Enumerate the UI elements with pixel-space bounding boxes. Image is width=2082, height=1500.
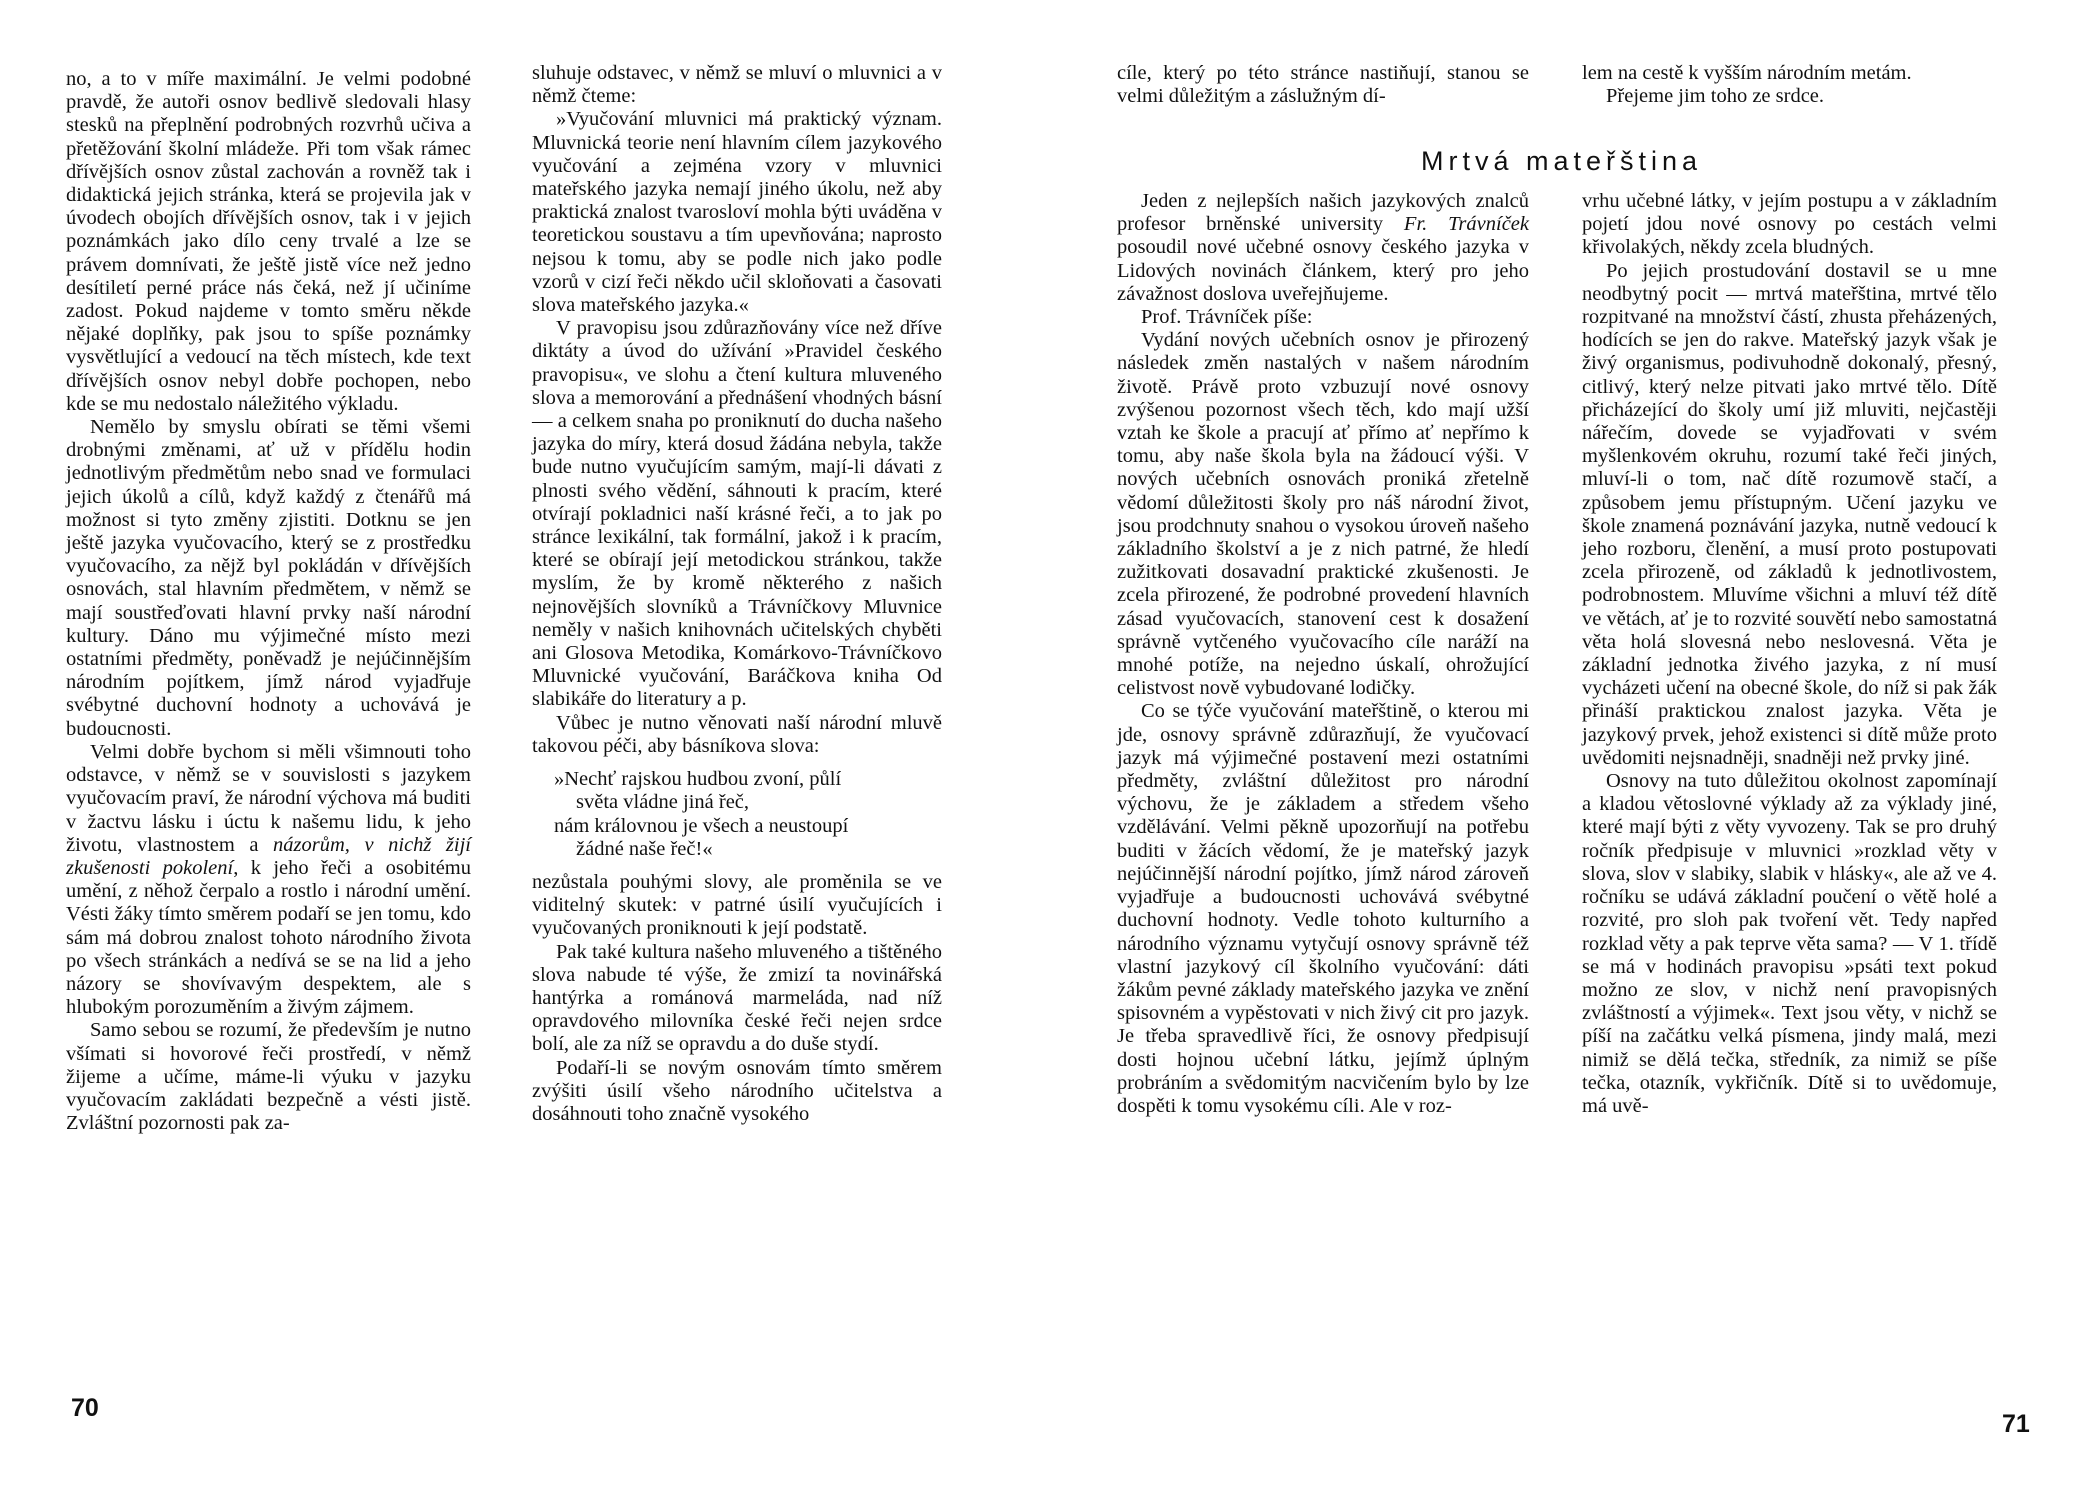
paragraph: Co se týče vyučování mateřštině, o kterou mi jde, osnovy správně zdůrazňují, že vyučovací jazyk má výjimečné postavení mezi ostatními předměty, zvláštní důležitost pro národní výchovu, že je základem a středem všeho vzdělávání. Velmi pěkně upozorňují na potřebu buditi v žácích vědomí, že je mateřský jazyk nejúčinnější národní pojítko, jímž národ zároveň vyjadřuje a budoucnosti uchovává svébytné duchovní hodnoty. Vedle tohoto kulturního a národního významu vytyčují osnovy správně též vlastní jazykový cíl školního vyučování: dáti žákům pevné základy mateřského jazyka ve znění spisovném a vypěstovati v nich živý cit pro jazyk. Je třeba spravedlivě říci, že osnovy předpisují dosti hojnou učební látku, jejímž úplným probráním a svědomitým nacvičením bylo by lze dospěti k tomu vysokému cíli. Ale v roz- [1117, 700, 1529, 1117]
paragraph: Přejeme jim toho ze srdce. [1606, 85, 1825, 108]
italic-phrase: názorům, v nichž žijí zkušenosti pokolení [66, 833, 472, 879]
paragraph: Nemělo by smyslu obírati se těmi všemi drobnými změnami, ať už v přídělu hodin jednotlivým předmětům nebo snad ve formulaci jejich úkolů a cílů, když každý z čtenářů má možnost si tyto změny zjistiti. Dotknu se jen ještě jazyka vyučovacího, který se z prostředku vyučovacího, za nějž byl pokládán v dřívějších osnovách, stal hlavním předmětem, v němž se mají soustřeďovati hlavní prvky naší národní kultury. Dáno mu výjimečné místo mezi ostatními předměty, poněvadž je nejúčinnějším národním pojítkem, jímž národ vyjadřuje svébytné duchovní hodnoty a uchovává je budoucnosti. [66, 416, 471, 740]
left-column-2 [532, 62, 942, 1126]
poem-line: »Nechť rajskou hudbou zvoní, půlí [554, 768, 842, 791]
left-page [0, 0, 1000, 1500]
article-heading: Mrtvá mateřština [1420, 146, 1703, 176]
paragraph: vrhu učebné látky, v jejím postupu a v základním pojetí jdou nové osnovy po cestách velmi křivolakých, někdy zcela bludných. [1582, 190, 1997, 259]
poem-line: žádné naše řeč!« [576, 837, 713, 860]
paragraph: lem na cestě k vyšším národním metám. [1582, 62, 1912, 84]
paragraph-text: , k jeho řeči a osobitému umění, z něhož čerpalo a rostlo i národní umění. Vésti žáky tímto směrem podaří se jen tomu, kdo sám má dobrou znalost tohoto národního života po všech stránkách a nedívá se se na lid a jeho názory se shovívavým despektem, ale s hlubokým porozuměním a živým zájmem. [66, 856, 471, 1019]
quoted-paragraph: »Vyučování mluvnici má praktický význam. Mluvnická teorie není hlavním cílem jazykového vyučování a zejména vzory v mluvnici mateřského jazyka nemají jiného úkolu, než aby praktická znalost tvarosloví mohla býti uváděna v teoretickou soustavu a tím upevňována; naprosto nejsou k tomu, aby se podle nich jako podle vzorů v cizí řeči někdo učil skloňovati a časovati slova mateřského jazyka.« [532, 108, 942, 317]
page-number: 70 [71, 1394, 99, 1422]
right-column-1-continuation [1117, 62, 1529, 108]
author-name: Fr. Trávníček [1403, 213, 1529, 236]
paragraph-text: posoudil nové učebné osnovy českého jazyka v Lidových novinách článkem, který pro jeho závažnost doslova uveřejňujeme. [1117, 236, 1529, 305]
paragraph: Samo sebou se rozumí, že především je nutno všímati si hovorové řeči prostředí, v němž žijeme a učíme, máme-li výuku v jazyku vyučovacím zakládati bezpečně a vésti jistě. Zvláštní pozornosti pak za- [66, 1019, 471, 1135]
poem-quote [554, 768, 942, 861]
poem-line: nám královnou je všech a neustoupí [554, 814, 849, 837]
right-column-1 [1117, 190, 1529, 1118]
poem-line: světa vládne jiná řeč, [576, 791, 750, 814]
right-column-2-continuation [1582, 62, 1997, 108]
paragraph-text: Velmi dobře bychom si měli všimnouti toho odstavce, v němž se v souvislosti s jazykem vyučovacím praví, že národní výchova má buditi v žactvu lásku i úctu k našemu lidu, k jeho životu, vlastnostem a [66, 740, 471, 856]
paragraph: nezůstala pouhými slovy, ale proměnila se ve viditelný skutek: v patrné úsilí vyučujících i vyučovaných proniknouti k její podstatě. [532, 870, 942, 940]
paragraph: Po jejich prostudování dostavil se u mne neodbytný pocit — mrtvá mateřština, mrtvé tělo rozpitvané na množství částí, zhusta přeházených, hodících se jen do rakve. Mateřský jazyk však je živý organismus, podivuhodně dokonalý, přesný, citlivý, který nelze pitvati jako mrtvé tělo. Dítě přicházející do školy umí již mluviti, nejčastěji nářečím, dovede se vyjadřovati v svém myšlenkovém okruhu, rozumí také řeči jiných, mluví-li o tom, nač dítě rozumově stačí, a způsobem jemu přístupným. Učení jazyku ve škole znamená poznávání jazyka, nutně vedoucí k jeho rozboru, členění, a musí proto postupovati zcela přirozeně, od základů k jednotlivostem, podrobnostem. Mluvíme všichni a mluví též dítě ve větách, ať je to rozvité souvětí nebo samostatná věta holá slovesná nebo neslovesná. Věta je základní jednotka živého jazyka, z ní musí vycházeti učení na obecné škole, do níž si pak žák přináší praktickou znalost jazyka. Věta je jazykový prvek, jehož existenci si dítě může proto uvědomiti nejsnadněji, snadněji než prvky jiné. [1582, 259, 1997, 769]
paragraph: no, a to v míře maximální. Je velmi podobné pravdě, že autoři osnov bedlivě sledovali hlasy stesků na přeplnění podrobných rozvrhů učiva a přetěžování školní mládeže. Při tom však rámec dřívějších osnov zůstal zachován a rovněž tak i didaktická jejich stránka, která se projevila jak v úvodech obojích dřívějších osnov, tak i v jejich poznámkách jako dílo ceny trvalé a lze se právem domnívati, že ještě jistě více než jedno desítiletí perné práce nás čeká, než jí učiníme zadost. Pokud najdeme v tomto směru někde nějaké doplňky, pak jsou to spíše poznámky vysvětlující a vedoucí na těch místech, kde text dřívějších osnov nebyl dobře pochopen, nebo kde se mu nedostalo náležitého výkladu. [66, 68, 471, 415]
paragraph: Vydání nových učebních osnov je přirozený následek změn nastalých v našem národním životě. Právě proto vzbuzují nové osnovy zvýšenou pozornost všech těch, kdo mají užší vztah ke škole a pracují ať přímo ať nepřímo k tomu, aby naše škola byla na žádoucí výši. V nových učebních osnovách proniká zřetelně vědomí důležitosti školy pro náš národní život, jsou prodchnuty snahou o vysokou úroveň našeho základního školství a je z nich patrné, že hledí zužitkovati dosavadní praktické zkušenosti. Je zcela přirozené, že podrobné provedení hlavních zásad vyučovacích, stanovení cest k dosažení správně vytčeného vyučovacího cíle naráží na mnohé potíže, na nejedno úskalí, ohrožující celistvost nově vybudované lodičky. [1117, 329, 1529, 700]
left-column-1 [66, 68, 471, 1135]
paragraph: Osnovy na tuto důležitou okolnost zapomínají a kladou větoslovné výklady až za výklady jiné, které mají býti z věty vyvozeny. Tak se pro druhý ročník předpisuje v mluvnici »rozklad věty v slova, slov v slabiky, slabik v hlásky«, ale až ve 4. ročníku se udává základní poučení o větě holé a rozvité, pro sloh pak tvoření vět. Tedy napřed rozklad věty a pak teprve věta sama? — V 1. třídě se má v hodinách pravopisu »psáti text pokud možno ze slov, v nichž není pravopisných zvláštností a výjimek«. Text jsou věty, v nichž se píší na začátku velká písmena, jindy malá, mezi nimiž se dělá tečka, středník, za nimiž se píše tečka, otazník, vykřičník. Dítě si to uvědomuje, má uvě- [1582, 770, 1997, 1117]
right-column-2 [1582, 190, 1997, 1118]
paragraph: V pravopisu jsou zdůrazňovány více než dříve diktáty a úvod do užívání »Pravidel českého pravopisu«, ve slohu a čtení kultura mluveného slova a memorování a přednášení vhodných básní — a celkem snaha po proniknutí do ducha našeho jazyka do míry, která dosud žádána nebyla, takže bude nutno vyučujícím samým, mají-li dávati z plnosti svého vědění, sáhnouti k pracím, které otvírají pokladnici naší krásné řeči, a to jak po stránce lexikální, tak formální, jakož i k pracím, které se obírají její metodickou stránkou, takže myslím, že by kromě některého z našich nejnovějších slovníků a Trávníčkovy Mluvnice neměly v našich knihovnách učitelských chyběti ani Glosova Metodika, Komárkovo-Trávníčkovo Mluvnické vyučování, Baráčkova kniha Od slabikáře do literatury a p. [532, 317, 942, 711]
paragraph [66, 741, 471, 1019]
paragraph: Pak také kultura našeho mluveného a tištěného slova nabude té výše, že zmizí ta novinářská hantýrka a románová marmeláda, nad níž opravdového milovníka české řeči nejen srdce bolí, ale za níž se opravdu a do duše stydí. [532, 940, 942, 1056]
right-page [1041, 0, 2082, 1500]
paragraph [1117, 190, 1529, 306]
paragraph: Vůbec je nutno věnovati naší národní mluvě takovou péči, aby básníkova slova: [532, 711, 942, 757]
paragraph-text: Jeden z nejlepších našich jazykových znalců profesor brněnské university [1117, 190, 1529, 236]
paragraph: Podaří-li se novým osnovám tímto směrem zvýšiti úsilí všeho národního učitelstva a dosáhnouti toho značně vysokého [532, 1056, 942, 1125]
page-number: 71 [2002, 1410, 2030, 1438]
paragraph: cíle, který po této stránce nastiňují, stanou se velmi důležitým a záslužným dí- [1117, 62, 1529, 108]
paragraph: Prof. Trávníček píše: [1141, 306, 1313, 329]
paragraph: sluhuje odstavec, v němž se mluví o mluvnici a v němž čteme: [532, 62, 942, 108]
